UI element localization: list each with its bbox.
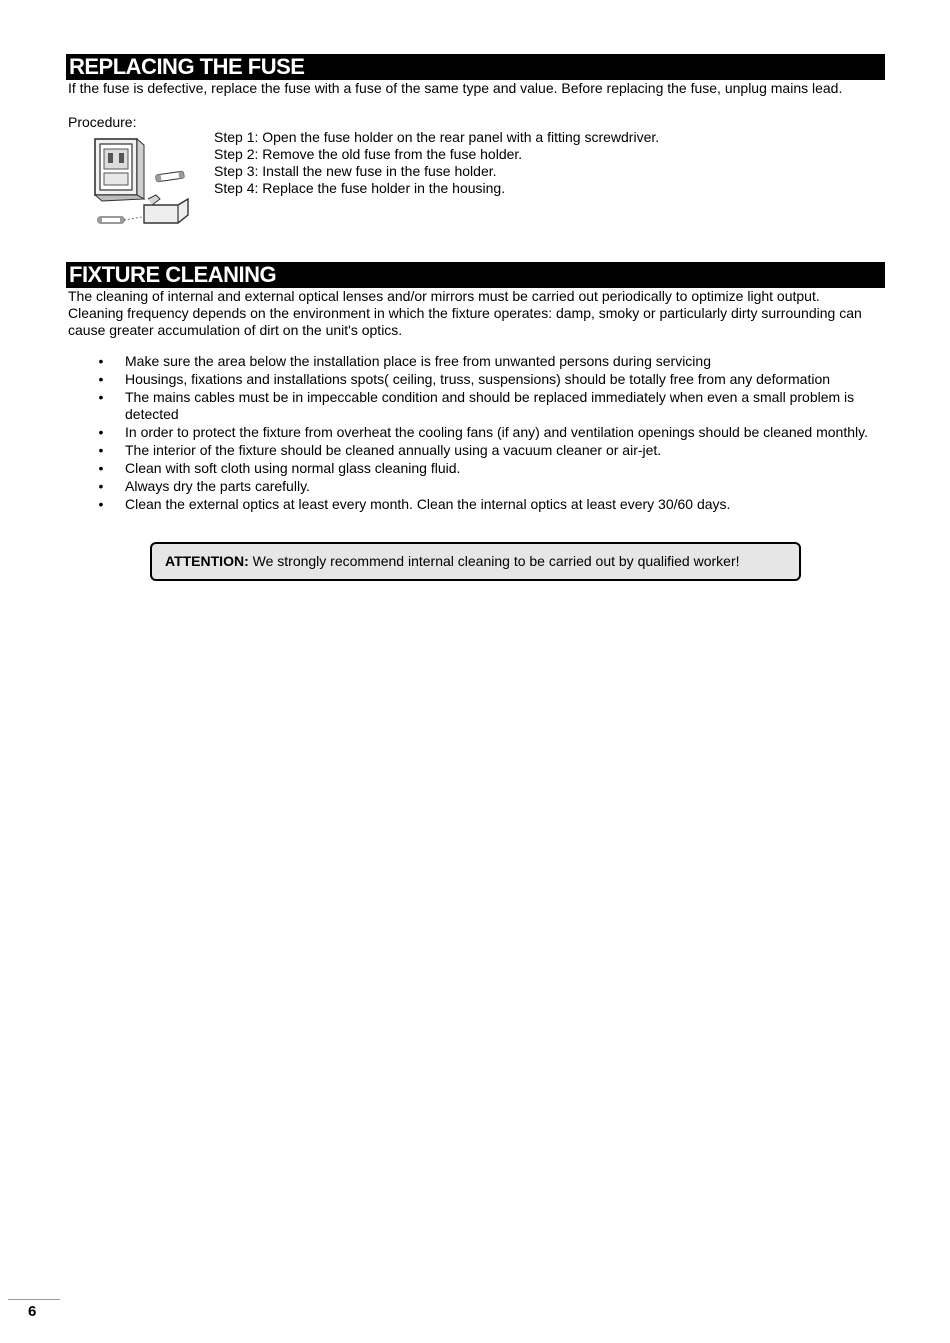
section-heading-fuse: REPLACING THE FUSE: [66, 54, 885, 80]
procedure-label: Procedure:: [68, 114, 137, 130]
bullet-icon: •: [98, 389, 104, 405]
bullet-icon: •: [98, 460, 104, 476]
bullet-icon: •: [98, 442, 104, 458]
procedure-step: Step 3: Install the new fuse in the fuse holder.: [214, 163, 497, 179]
procedure-steps: [214, 129, 659, 197]
section-heading-cleaning: FIXTURE CLEANING: [66, 262, 885, 288]
bullet-icon: •: [98, 424, 104, 440]
procedure-step: Step 4: Replace the fuse holder in the housing.: [214, 180, 506, 196]
bullet-icon: •: [98, 478, 104, 494]
attention-label: ATTENTION:: [165, 553, 249, 569]
cleaning-bullet-list: [66, 353, 881, 514]
bullet-icon: •: [98, 496, 104, 512]
fuse-holder-illustration: [92, 133, 202, 233]
procedure-step: Step 1: Open the fuse holder on the rear panel with a fitting screwdriver.: [214, 129, 660, 145]
procedure-step: Step 2: Remove the old fuse from the fuse holder.: [214, 146, 523, 162]
list-item: • Make sure the area below the installation place is free from unwanted persons during servicing: [66, 353, 881, 370]
list-item: • Clean with soft cloth using normal glass cleaning fluid.: [66, 460, 881, 477]
list-item: • Clean the external optics at least every month. Clean the internal optics at least every 30/60 days.: [66, 496, 881, 513]
attention-text: We strongly recommend internal cleaning to be carried out by qualified worker!: [248, 553, 740, 569]
bullet-icon: •: [98, 353, 104, 369]
footer-divider: [8, 1299, 60, 1300]
cleaning-intro-text: The cleaning of internal and external optical lenses and/or mirrors must be carried out periodically to optimize light output. Cleaning frequency depends on the environment in which the fixture operates: damp, smoky or particularly dirty surrounding can cause greater accumulation of dirt on the unit's optics.: [68, 288, 862, 338]
list-item: • In order to protect the fixture from overheat the cooling fans (if any) and ventilation openings should be cleaned monthly.: [66, 424, 881, 441]
page-number: 6: [28, 1303, 37, 1320]
bullet-icon: •: [98, 371, 104, 387]
attention-box: [150, 542, 801, 581]
fuse-intro-text: If the fuse is defective, replace the fuse with a fuse of the same type and value. Before replacing the fuse, unplug mains lead.: [68, 80, 843, 96]
list-item: • The mains cables must be in impeccable condition and should be replaced immediately when even a small problem is detected: [66, 389, 881, 423]
list-item: • The interior of the fixture should be cleaned annually using a vacuum cleaner or air-jet.: [66, 442, 881, 459]
list-item: • Housings, fixations and installations spots( ceiling, truss, suspensions) should be totally free from any deformation: [66, 371, 881, 388]
list-item: • Always dry the parts carefully.: [66, 478, 881, 495]
